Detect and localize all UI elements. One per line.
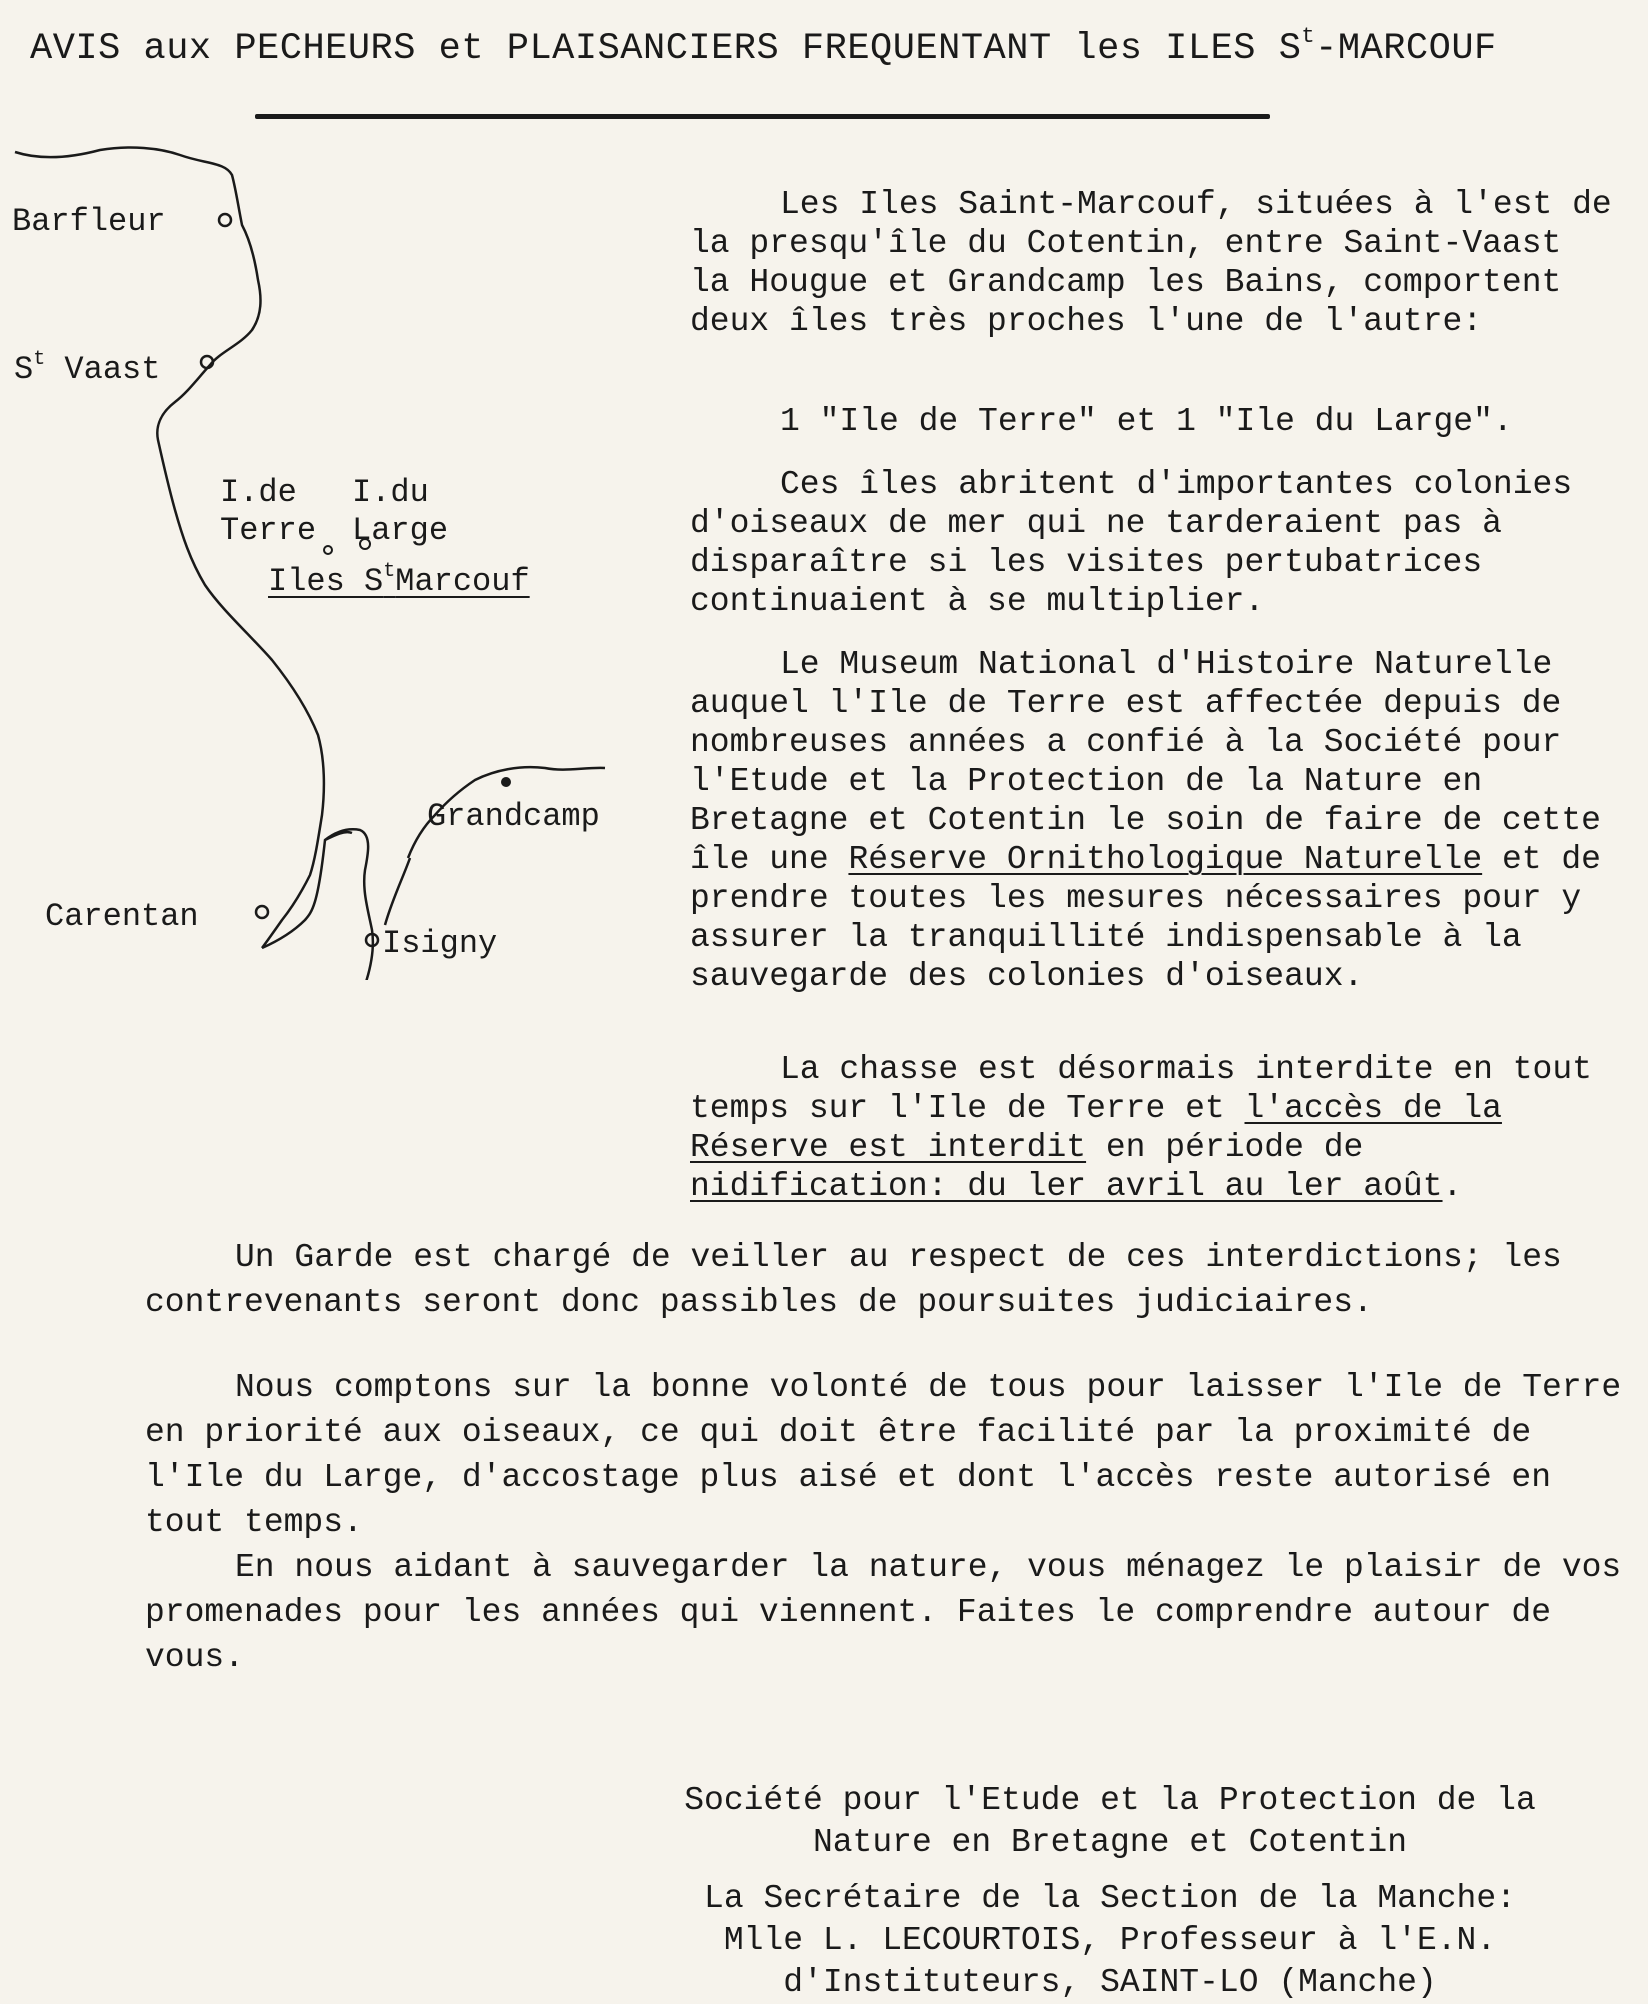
paragraph-museum	[690, 645, 1620, 996]
barfleur-dot	[219, 214, 231, 226]
sec-line-1: La Secrétaire de la Section de la Manche:	[704, 1880, 1516, 1917]
label-ile-terre-2: Terre	[220, 512, 317, 549]
reserve-name: Réserve Ornithologique Naturelle	[848, 841, 1483, 878]
iles-name: Marcouf	[395, 563, 530, 600]
paragraph-garde	[145, 1235, 1625, 1325]
islands-text: 1 "Ile de Terre" et 1 "Ile du Large".	[780, 403, 1513, 440]
st-vaast-name: Vaast	[45, 351, 161, 388]
coast-map	[0, 140, 650, 980]
paragraph-intro	[690, 185, 1620, 341]
access-forbidden: l'accès de la Réserve est interdit	[690, 1090, 1502, 1166]
sec-line-3: d'Instituteurs, SAINT-LO (Manche)	[783, 1964, 1437, 2001]
label-ile-large-1: I.du	[352, 474, 429, 511]
title-rule	[255, 114, 1270, 119]
st-vaast-prefix: S	[14, 351, 34, 388]
label-isigny: Isigny	[382, 925, 498, 962]
vire-estuary	[262, 829, 373, 980]
title-sup: t	[1301, 24, 1316, 49]
label-ile-large-2: Large	[352, 512, 449, 549]
museum-text-a: Le Museum National d'Histoire Naturelle auquel l'Ile de Terre est affectée depuis de nombreuses années a confié à la Société pour l'Etude et la Protection de la Nature en Bretagne et Cotentin le soin de faire de cette île une	[690, 646, 1601, 878]
hunting-text	[690, 1050, 1620, 1206]
paragraph-priority	[145, 1365, 1625, 1545]
st-vaast-sup: t	[33, 348, 46, 371]
iles-sup: t	[383, 560, 396, 583]
hunting-text-b: en période de	[1086, 1129, 1364, 1166]
garde-text: Un Garde est chargé de veiller au respect de ces interdictions; les contrevenants seront donc passibles de poursuites judiciaires.	[145, 1239, 1562, 1321]
priority-text: Nous comptons sur la bonne volonté de tous pour laisser l'Ile de Terre en priorité aux oiseaux, ce qui doit être facilité par la proximité de l'Ile du Large, d'accostage plus aisé et dont l'accès reste autorisé en tout temps.	[145, 1369, 1622, 1541]
sec-line-2: Mlle L. LECOURTOIS, Professeur à l'E.N.	[723, 1922, 1497, 1959]
label-st-vaast	[14, 348, 160, 388]
intro-text: Les Iles Saint-Marcouf, situées à l'est de la presqu'île du Cotentin, entre Saint-Vaast la Hougue et Grandcamp les Bains, comportent deux îles très proches l'une de l'autre:	[690, 186, 1612, 340]
paragraph-closing	[145, 1545, 1625, 1680]
org-line-1: Société pour l'Etude et la Protection de la	[684, 1782, 1536, 1819]
label-grandcamp: Grandcamp	[427, 798, 600, 835]
label-barfleur: Barfleur	[12, 203, 166, 240]
title-text: AVIS aux PECHEURS et PLAISANCIERS FREQUENTANT les ILES S	[30, 28, 1302, 70]
paragraph-colonies	[690, 465, 1620, 621]
closing-text: En nous aidant à sauvegarder la nature, vous ménagez le plaisir de vos promenades pour les années qui viennent. Faites le comprendre autour de vous.	[145, 1549, 1622, 1676]
colonies-text: Ces îles abritent d'importantes colonies d'oiseaux de mer qui ne tarderaient pas à disparaître si les visites pertubatrices continuaient à se multiplier.	[690, 466, 1573, 620]
paragraph-hunting	[690, 1050, 1620, 1206]
isigny-channel	[385, 858, 410, 925]
title-text-end: -MARCOUF	[1315, 28, 1497, 70]
hunting-text-c: .	[1442, 1168, 1463, 1205]
carentan-dot	[256, 906, 268, 918]
page-title	[30, 24, 1497, 70]
label-iles-st-marcouf	[268, 560, 530, 600]
paragraph-islands	[690, 402, 1620, 441]
museum-text	[690, 645, 1620, 996]
org-line-2: Nature en Bretagne et Cotentin	[812, 1824, 1408, 1861]
hunting-text-a: La chasse est désormais interdite en tout temps sur l'Ile de Terre et	[690, 1051, 1592, 1127]
ile-terre-dot	[324, 546, 332, 554]
iles-prefix: Iles S	[268, 563, 384, 600]
museum-text-b: et de prendre toutes les mesures nécessaires pour y assurer la tranquillité indispensable à la sauvegarde des colonies d'oiseaux.	[690, 841, 1601, 995]
nesting-period: nidification: du ler avril au ler août	[690, 1168, 1443, 1205]
signature-secretary	[600, 1878, 1620, 2004]
label-ile-terre-1: I.de	[220, 474, 297, 511]
grandcamp-dot	[501, 777, 511, 787]
signature-organization	[600, 1780, 1620, 1864]
label-carentan: Carentan	[45, 898, 199, 935]
